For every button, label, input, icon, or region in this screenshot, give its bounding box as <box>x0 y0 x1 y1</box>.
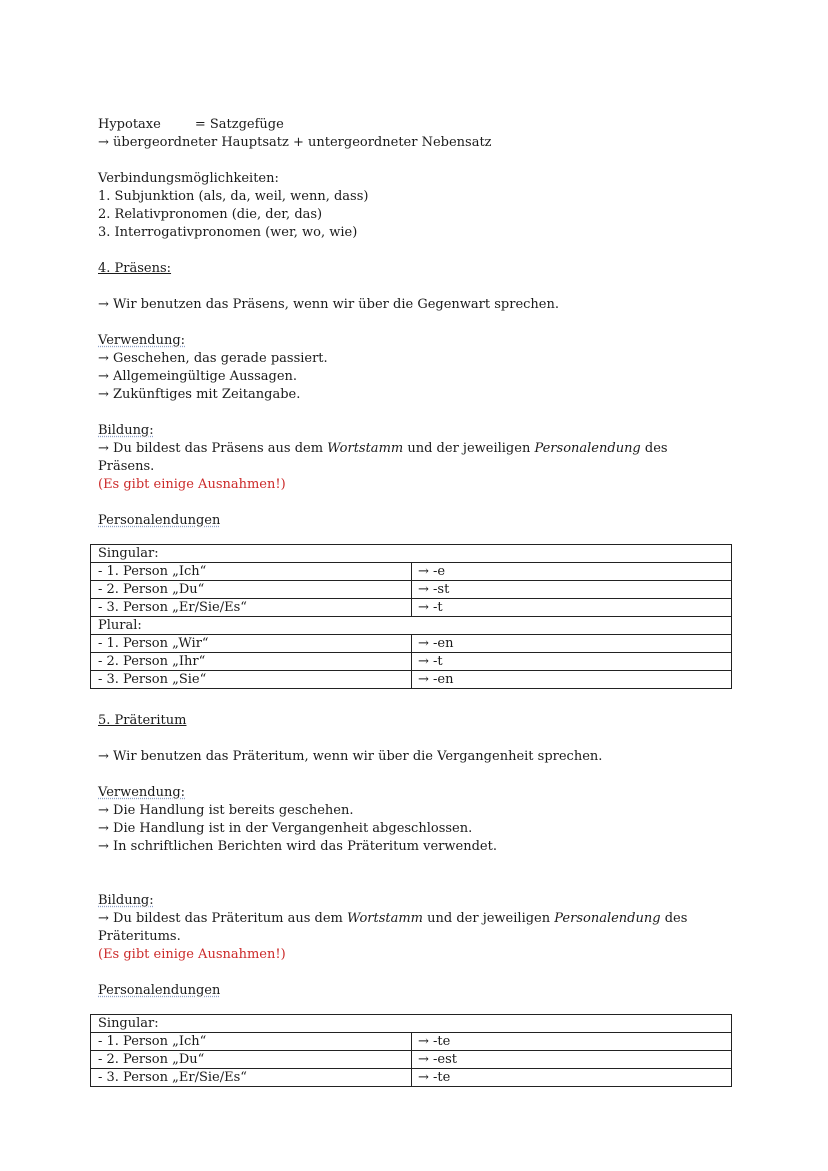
table-row <box>91 1033 732 1051</box>
praeteritum-endungen-heading: Personalendungen <box>98 983 221 998</box>
praeteritum-heading: 5. Präteritum <box>98 713 187 728</box>
person-cell: - 3. Person „Er/Sie/Es“ <box>91 1069 412 1087</box>
praesens-endungen-table <box>90 544 732 689</box>
bildung-term-personalendung: Personalendung <box>554 911 661 926</box>
hypotaxe-line <box>98 116 284 134</box>
hypotaxe-explanation: → übergeordneter Hauptsatz + untergeordneter Nebensatz <box>98 135 492 150</box>
praeteritum-bildung-text <box>98 910 687 928</box>
praesens-heading: 4. Präsens: <box>98 261 172 276</box>
praeteritum-verwendung-item: → In schriftlichen Berichten wird das Präteritum verwendet. <box>98 839 497 854</box>
praesens-endungen-heading: Personalendungen <box>98 513 221 528</box>
table-row <box>91 653 732 671</box>
ending-cell: → -te <box>412 1069 732 1087</box>
praeteritum-note: (Es gibt einige Ausnahmen!) <box>98 947 286 962</box>
praesens-verwendung-item: → Geschehen, das gerade passiert. <box>98 351 328 366</box>
praeteritum-endungen-table <box>90 1014 732 1087</box>
ending-cell: → -en <box>412 671 732 689</box>
table-row <box>91 635 732 653</box>
person-cell: - 1. Person „Ich“ <box>91 563 412 581</box>
praesens-bildung-heading: Bildung: <box>98 423 154 438</box>
bildung-text-part: → Du bildest das Präsens aus dem <box>98 441 328 456</box>
plural-label: Plural: <box>91 617 732 635</box>
person-cell: - 2. Person „Ihr“ <box>91 653 412 671</box>
hypotaxe-definition: = Satzgefüge <box>194 117 284 132</box>
verbindung-item: 2. Relativpronomen (die, der, das) <box>98 207 323 222</box>
praesens-verwendung-heading: Verwendung: <box>98 333 186 348</box>
praeteritum-verwendung-heading: Verwendung: <box>98 785 186 800</box>
praeteritum-verwendung-item: → Die Handlung ist in der Vergangenheit abgeschlossen. <box>98 821 473 836</box>
bildung-text-part: des <box>640 441 668 456</box>
bildung-text-part: → Du bildest das Präteritum aus dem <box>98 911 347 926</box>
person-cell: - 3. Person „Sie“ <box>91 671 412 689</box>
person-cell: - 3. Person „Er/Sie/Es“ <box>91 599 412 617</box>
verbindung-item: 3. Interrogativpronomen (wer, wo, wie) <box>98 225 358 240</box>
table-row <box>91 1069 732 1087</box>
verbindung-item: 1. Subjunktion (als, da, weil, wenn, dass) <box>98 189 369 204</box>
person-cell: - 2. Person „Du“ <box>91 581 412 599</box>
person-cell: - 2. Person „Du“ <box>91 1051 412 1069</box>
table-row <box>91 1015 732 1033</box>
ending-cell: → -te <box>412 1033 732 1051</box>
praesens-verwendung-item: → Allgemeingültige Aussagen. <box>98 369 298 384</box>
singular-label: Singular: <box>91 545 732 563</box>
praesens-bildung-line2: Präsens. <box>98 459 155 474</box>
praeteritum-bildung-line2: Präteritums. <box>98 929 181 944</box>
table-row <box>91 599 732 617</box>
hypotaxe-term: Hypotaxe <box>98 117 161 132</box>
praesens-intro: → Wir benutzen das Präsens, wenn wir über die Gegenwart sprechen. <box>98 297 559 312</box>
person-cell: - 1. Person „Ich“ <box>91 1033 412 1051</box>
singular-label: Singular: <box>91 1015 732 1033</box>
table-row <box>91 581 732 599</box>
praesens-note: (Es gibt einige Ausnahmen!) <box>98 477 286 492</box>
ending-cell: → -e <box>412 563 732 581</box>
bildung-text-part: des <box>660 911 688 926</box>
ending-cell: → -st <box>412 581 732 599</box>
ending-cell: → -en <box>412 635 732 653</box>
bildung-term-wortstamm: Wortstamm <box>346 911 424 926</box>
ending-cell: → -t <box>412 653 732 671</box>
table-row <box>91 1051 732 1069</box>
praesens-bildung-text <box>98 440 668 458</box>
ending-cell: → -t <box>412 599 732 617</box>
person-cell: - 1. Person „Wir“ <box>91 635 412 653</box>
table-row <box>91 617 732 635</box>
bildung-text-part: und der jeweiligen <box>423 911 555 926</box>
ending-cell: → -est <box>412 1051 732 1069</box>
verbindung-heading: Verbindungsmöglichkeiten: <box>98 171 279 186</box>
praesens-verwendung-item: → Zukünftiges mit Zeitangabe. <box>98 387 301 402</box>
table-row <box>91 545 732 563</box>
bildung-term-personalendung: Personalendung <box>534 441 641 456</box>
praeteritum-intro: → Wir benutzen das Präteritum, wenn wir über die Vergangenheit sprechen. <box>98 749 603 764</box>
praeteritum-verwendung-item: → Die Handlung ist bereits geschehen. <box>98 803 354 818</box>
bildung-text-part: und der jeweiligen <box>403 441 535 456</box>
table-row <box>91 563 732 581</box>
praeteritum-bildung-heading: Bildung: <box>98 893 154 908</box>
bildung-term-wortstamm: Wortstamm <box>327 441 404 456</box>
table-row <box>91 671 732 689</box>
